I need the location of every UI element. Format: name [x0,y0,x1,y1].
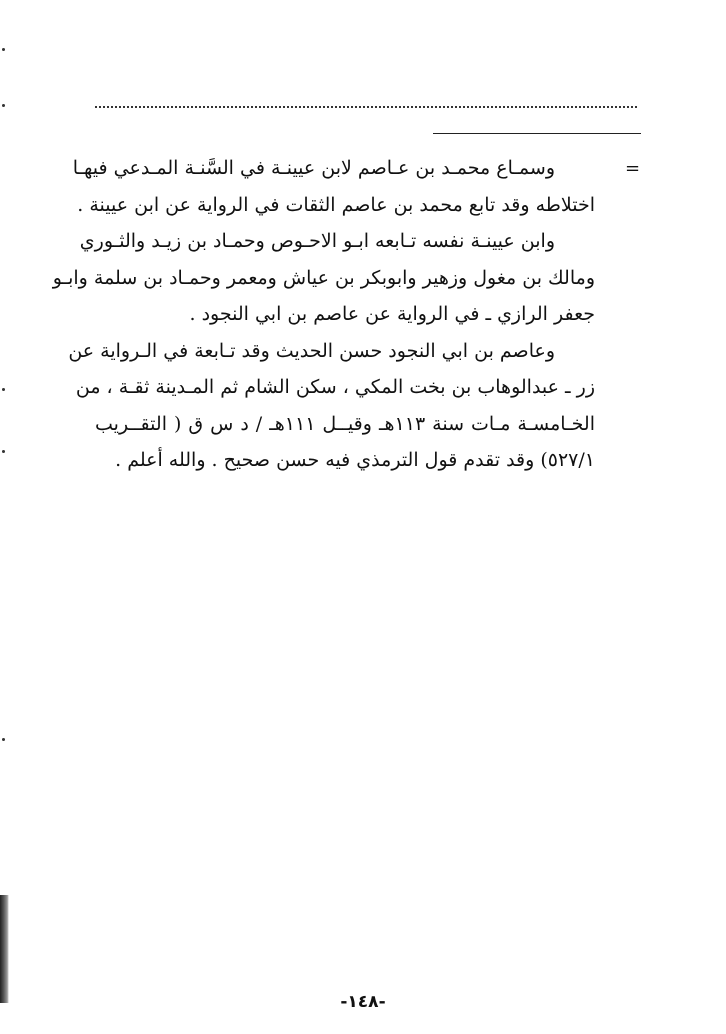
footnote-line: وعاصم بن ابي النجود حسن الحديث وقد تـابعة في الـرواية عن [68,339,555,362]
scan-edge [0,895,9,1003]
footnote-text [52,150,595,479]
continuation-marker: = [625,158,641,179]
scan-dot-lower [2,738,5,741]
scan-dot-mid2 [2,450,5,453]
header-dotted-rule [95,106,637,108]
footnote-line: زر ـ عبدالوهاب بن بخت المكي ، سكن الشام ثم المـدينة ثقـة ، من [75,376,595,398]
footnote-line: وسمـاع محمـد بن عـاصم لابن عيينـة في السَّنـة المـدعي فيهـا [72,157,555,179]
footnote-line: ومالك بن مغول وزهير وابوبكر بن عياش ومعمر وحمـاد بن سلمة وابـو [52,266,595,289]
page-number: -١٤٨- [340,992,386,1012]
footnote-line: اختلاطه وقد تابع محمد بن عاصم الثقات في الرواية عن ابن عيينة . [77,193,595,216]
footnote-line: ٥٢٧/١) وقد تقدم قول الترمذي فيه حسن صحيح . والله أعلم . [115,449,595,471]
footnote-line: جعفر الرازي ـ في الرواية عن عاصم بن ابي النجود . [189,303,595,325]
footnote-separator-rule [433,133,641,134]
footnote-line: وابن عيينـة نفسه تـابعه ابـو الاحـوص وحمـاد بن زيـد والثـوري [79,230,555,252]
footnote-line: الخـامسـة مـات سنة ١١٣هـ وقيــل ١١١هـ / د س ق ( التقــريب [95,412,595,435]
scan-dot-top [2,48,5,51]
scan-dot-upper [2,104,5,107]
scan-dot-middle [2,388,5,391]
